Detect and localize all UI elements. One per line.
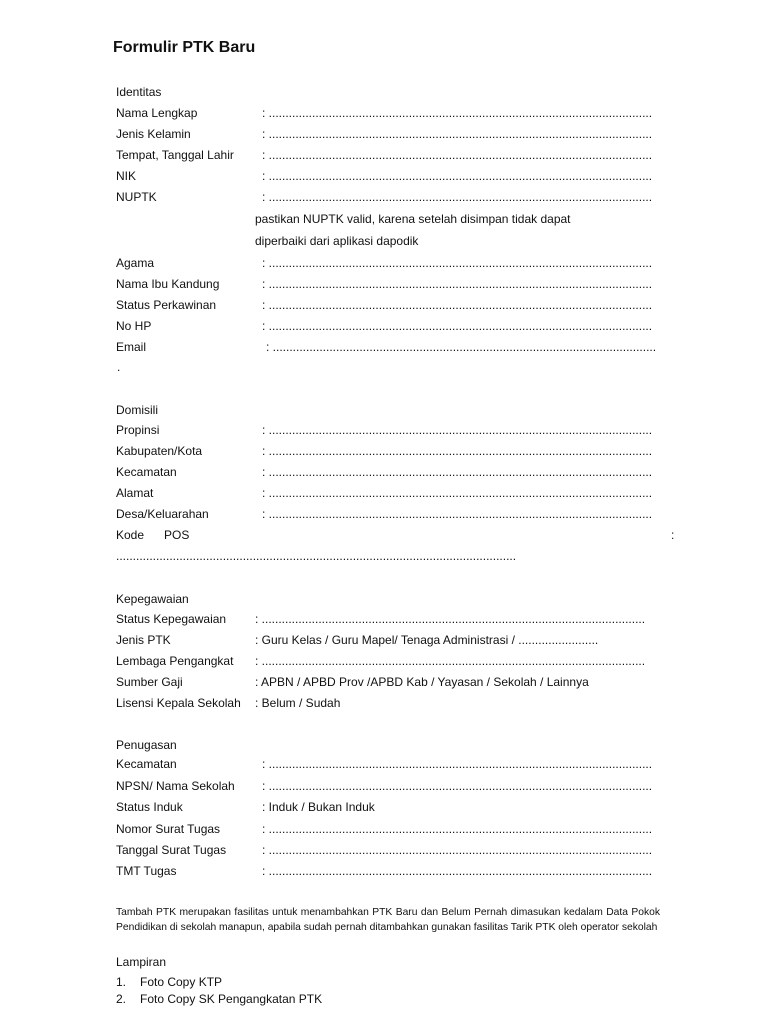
kode-pos-input-line[interactable]: ........................................................................................................................ (116, 549, 517, 563)
field-value: : ................................................................................................................... (262, 757, 653, 771)
field-value: : ................................................................................................................... (262, 465, 653, 479)
form-title: Formulir PTK Baru (113, 39, 256, 56)
field-value: : ................................................................................................................... (262, 298, 653, 312)
field-nuptk[interactable] (116, 190, 678, 206)
field-lembaga-pengangkat[interactable] (116, 654, 670, 670)
field-value: : ................................................................................................................... (262, 169, 653, 183)
field-label: Status Kepegawaian (116, 612, 227, 626)
field-value: : ................................................................................................................... (262, 256, 653, 270)
list-number: 1. (116, 975, 127, 989)
field-value: : ................................................................................................................... (262, 444, 653, 458)
field-label: Nomor Surat Tugas (116, 822, 221, 836)
field-penugasan-kecamatan[interactable] (116, 757, 678, 773)
field-value: : ................................................................................................................... (262, 843, 653, 857)
list-item (116, 975, 322, 992)
field-label: Lisensi Kepala Sekolah (116, 696, 241, 710)
field-npsn-nama-sekolah[interactable] (116, 779, 678, 795)
field-nama-lengkap[interactable] (116, 106, 678, 122)
field-value: : ................................................................................................................... (262, 106, 653, 120)
list-text: Foto Copy SK Pengangkatan PTK (140, 992, 323, 1006)
field-nomor-surat-tugas[interactable] (116, 822, 678, 838)
kode-pos-colon: : (671, 528, 675, 542)
field-status-induk[interactable] (116, 800, 678, 816)
nuptk-note-line-1: pastikan NUPTK valid, karena setelah disimpan tidak dapat (255, 212, 571, 226)
field-value: : Guru Kelas / Guru Mapel/ Tenaga Administrasi / ........................ (255, 633, 599, 647)
field-label: Lembaga Pengangkat (116, 654, 234, 668)
field-email[interactable] (116, 340, 678, 356)
field-value: : ................................................................................................................... (262, 190, 653, 204)
field-status-perkawinan[interactable] (116, 298, 678, 314)
field-label: Kecamatan (116, 465, 177, 479)
field-label: Tanggal Surat Tugas (116, 843, 227, 857)
field-label: NPSN/ Nama Sekolah (116, 779, 235, 793)
field-status-kepegawaian[interactable] (116, 612, 670, 628)
field-value: : ................................................................................................................... (262, 779, 653, 793)
field-propinsi[interactable] (116, 423, 678, 439)
field-value: : ................................................................................................................... (262, 277, 653, 291)
field-value: : ................................................................................................................... (262, 423, 653, 437)
field-label: Agama (116, 256, 155, 270)
stray-dot: . (117, 360, 121, 374)
section-heading-identitas: Identitas (116, 85, 162, 99)
field-value: : ................................................................................................................... (262, 486, 653, 500)
field-label: Tempat, Tanggal Lahir (116, 148, 234, 162)
list-text: Foto Copy KTP (140, 975, 223, 989)
field-kecamatan[interactable] (116, 465, 678, 481)
field-value: : ................................................................................................................... (262, 319, 653, 333)
field-nama-ibu-kandung[interactable] (116, 277, 678, 293)
field-nik[interactable] (116, 169, 678, 185)
field-tempat-tanggal-lahir[interactable] (116, 148, 678, 164)
section-heading-penugasan: Penugasan (116, 738, 177, 752)
field-value: : ................................................................................................................... (262, 127, 653, 141)
section-heading-lampiran: Lampiran (116, 955, 167, 969)
field-label: Kecamatan (116, 757, 177, 771)
field-desa-keluarahan[interactable] (116, 507, 678, 523)
field-label: Desa/Keluarahan (116, 507, 209, 521)
field-label: Propinsi (116, 423, 160, 437)
field-jenis-kelamin[interactable] (116, 127, 678, 143)
field-value: : ................................................................................................................... (255, 612, 646, 626)
field-label: Status Perkawinan (116, 298, 217, 312)
list-item (116, 992, 322, 1009)
field-lisensi-kepala-sekolah[interactable] (116, 696, 678, 712)
field-value: : APBN / APBD Prov /APBD Kab / Yayasan / Sekolah / Lainnya (255, 675, 589, 689)
field-label: Nama Lengkap (116, 106, 198, 120)
field-label: Sumber Gaji (116, 675, 183, 689)
field-value: : Induk / Bukan Induk (262, 800, 375, 814)
field-tanggal-surat-tugas[interactable] (116, 843, 678, 859)
field-label: Kabupaten/Kota (116, 444, 203, 458)
field-value: : ................................................................................................................... (255, 654, 646, 668)
field-value: : Belum / Sudah (255, 696, 341, 710)
field-value: : ................................................................................................................... (262, 822, 653, 836)
field-label: Jenis PTK (116, 633, 171, 647)
field-label-kode-pos: Kode POS (116, 528, 190, 542)
field-value: : ................................................................................................................... (262, 148, 653, 162)
field-label: NUPTK (116, 190, 157, 204)
field-value: : ................................................................................................................... (262, 507, 653, 521)
lampiran-list (116, 975, 322, 1009)
field-tmt-tugas[interactable] (116, 864, 678, 880)
field-label: Email (116, 340, 147, 354)
section-heading-domisili: Domisili (116, 403, 158, 417)
info-paragraph: Tambah PTK merupakan fasilitas untuk menambahkan PTK Baru dan Belum Pernah dimasukan kedalam Data Pokok Pendidikan di sekolah manapun, apabila sudah pernah ditambahkan gunakan fasilitas Tarik PTK oleh operator sekolah (116, 907, 660, 933)
field-value: : ................................................................................................................... (266, 340, 657, 354)
field-label: Nama Ibu Kandung (116, 277, 220, 291)
field-alamat[interactable] (116, 486, 678, 502)
field-jenis-ptk[interactable] (116, 633, 678, 649)
field-label: Status Induk (116, 800, 183, 814)
section-heading-kepegawaian: Kepegawaian (116, 592, 189, 606)
field-label: No HP (116, 319, 152, 333)
nuptk-note-line-2: diperbaiki dari aplikasi dapodik (255, 234, 419, 248)
field-no-hp[interactable] (116, 319, 678, 335)
field-agama[interactable] (116, 256, 678, 272)
list-number: 2. (116, 992, 127, 1006)
field-value: : ................................................................................................................... (262, 864, 653, 878)
field-label: Alamat (116, 486, 154, 500)
field-kabupaten-kota[interactable] (116, 444, 678, 460)
field-label: TMT Tugas (116, 864, 177, 878)
field-sumber-gaji[interactable] (116, 675, 678, 691)
field-label: NIK (116, 169, 137, 183)
field-label: Jenis Kelamin (116, 127, 191, 141)
